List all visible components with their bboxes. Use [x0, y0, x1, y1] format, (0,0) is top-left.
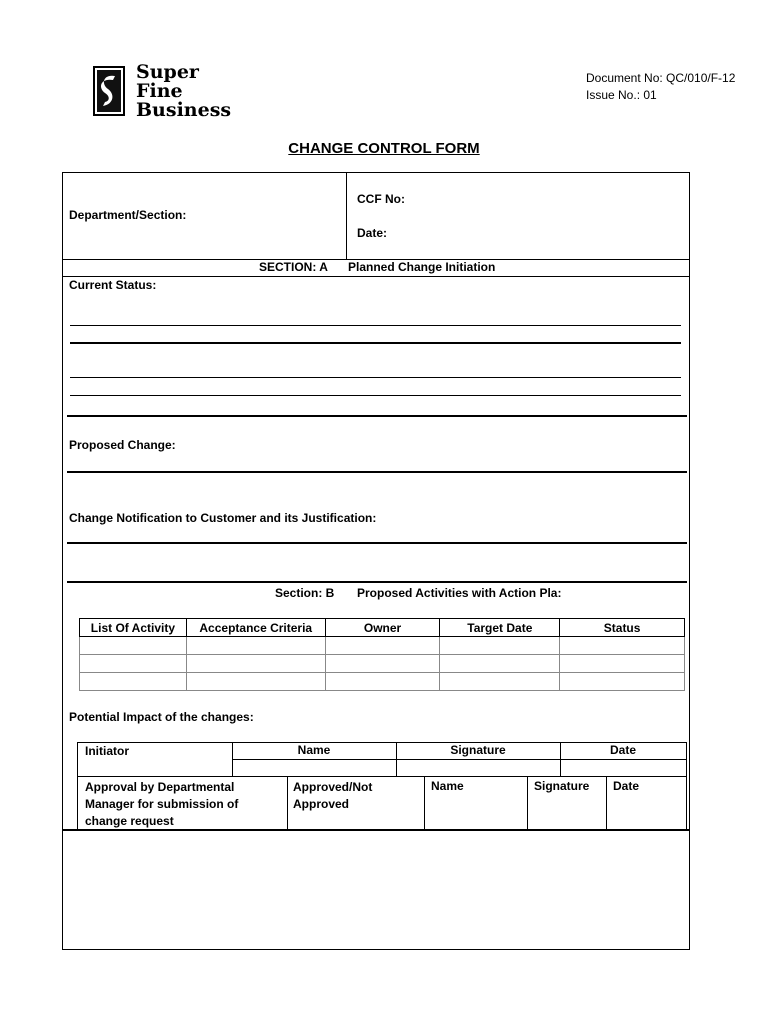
section-a-title: Planned Change Initiation — [348, 260, 496, 274]
approval-name-header: Name — [431, 779, 464, 793]
current-status-end-rule — [67, 415, 687, 417]
approval-date-header: Date — [613, 779, 640, 793]
table-cell[interactable] — [80, 655, 187, 673]
table-cell[interactable] — [440, 637, 560, 655]
department-label[interactable]: Department/Section: — [69, 208, 187, 222]
approval-status-label: Approved/Not Approved — [293, 780, 373, 811]
activity-table — [79, 618, 685, 691]
approval-label: Approval by Departmental Manager for submission of change request — [85, 780, 239, 828]
initiator-name-subrule — [232, 759, 686, 760]
logo-line-2: Fine — [136, 80, 183, 102]
notification-end-rule — [67, 542, 687, 544]
approval-divider-2 — [424, 776, 425, 829]
table-cell[interactable] — [80, 673, 187, 691]
block-right-border — [686, 742, 687, 829]
current-status-line-1[interactable] — [70, 325, 681, 326]
section-b-top-rule — [67, 581, 687, 583]
notification-label[interactable]: Change Notification to Customer and its Justification: — [69, 511, 377, 525]
table-cell[interactable] — [186, 673, 325, 691]
column-header: Target Date — [440, 619, 560, 637]
document-meta — [586, 70, 735, 104]
ccf-number-label[interactable]: CCF No: — [357, 192, 405, 206]
form-title: CHANGE CONTROL FORM — [288, 140, 480, 157]
approval-signature-header: Signature — [534, 779, 590, 793]
proposed-change-label[interactable]: Proposed Change: — [69, 438, 176, 452]
section-a-label: SECTION: A — [259, 260, 328, 274]
activity-table-header — [80, 619, 685, 637]
document-number: Document No: QC/010/F-12 — [586, 71, 736, 85]
table-cell[interactable] — [560, 637, 685, 655]
table-cell[interactable] — [440, 673, 560, 691]
column-header: Owner — [325, 619, 440, 637]
table-row — [80, 655, 685, 673]
initiator-bottom-rule — [77, 776, 686, 777]
logo-line-1: Super — [136, 61, 199, 83]
section-b-title: Proposed Activities with Action Pla: — [357, 586, 562, 600]
proposed-change-end-rule — [67, 471, 687, 473]
table-cell[interactable] — [560, 655, 685, 673]
initiator-label: Initiator — [85, 744, 129, 758]
approval-divider-1 — [287, 776, 288, 829]
table-cell[interactable] — [325, 637, 440, 655]
table-row — [80, 673, 685, 691]
current-status-line-4[interactable] — [70, 395, 681, 396]
table-cell[interactable] — [186, 655, 325, 673]
s-monogram-icon — [93, 66, 125, 116]
table-cell[interactable] — [325, 673, 440, 691]
approval-divider-3 — [527, 776, 528, 829]
current-status-label: Current Status: — [69, 278, 157, 292]
impact-label[interactable]: Potential Impact of the changes: — [69, 710, 254, 724]
column-header: List Of Activity — [80, 619, 187, 637]
section-a-bottom-rule — [62, 276, 690, 277]
initiator-date-header: Date — [609, 743, 636, 757]
current-status-line-2[interactable] — [70, 342, 681, 344]
table-cell[interactable] — [325, 655, 440, 673]
table-cell[interactable] — [80, 637, 187, 655]
initiator-name-header: Name — [297, 743, 331, 757]
issue-number: Issue No.: 01 — [586, 88, 657, 102]
column-header: Status — [560, 619, 685, 637]
table-cell[interactable] — [186, 637, 325, 655]
table-cell[interactable] — [560, 673, 685, 691]
section-b-label: Section: B — [275, 586, 335, 600]
current-status-line-3[interactable] — [70, 377, 681, 378]
column-header: Acceptance Criteria — [186, 619, 325, 637]
header-divider — [346, 172, 347, 259]
table-cell[interactable] — [440, 655, 560, 673]
table-row — [80, 637, 685, 655]
logo-line-3: Business — [136, 99, 232, 121]
date-label[interactable]: Date: — [357, 226, 388, 240]
initiator-signature-header: Signature — [450, 743, 506, 757]
logo-wordmark — [136, 63, 231, 120]
approval-divider-4 — [606, 776, 607, 829]
block-left-border — [77, 742, 78, 829]
